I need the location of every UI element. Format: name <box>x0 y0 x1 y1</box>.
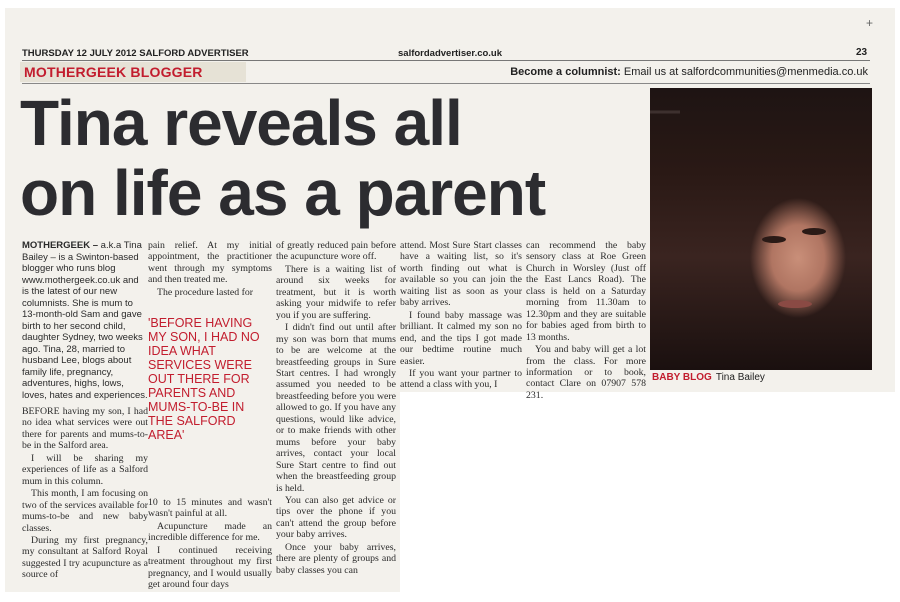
paragraph: Once your baby arrives, there are plenty of groups and baby classes you can <box>276 541 396 576</box>
crop-mark-icon: + <box>866 16 874 30</box>
pull-quote: 'BEFORE HAVING MY SON, I HAD NO IDEA WHAT SERVICES WERE OUT THERE FOR PARENTS AND MUMS-TO-BE IN THE SALFORD AREA' <box>148 316 260 442</box>
clipping-cutout <box>400 392 900 602</box>
paragraph: I continued receiving treatment throughout my first pregnancy, and I would usually get around four days <box>148 544 272 591</box>
page-number: 23 <box>856 47 868 58</box>
paragraph: I found baby massage was brilliant. It calmed my son no end, and the tips I got made our bedtime routine much easier. <box>400 309 522 367</box>
photo-mouth <box>778 300 812 308</box>
columnist-email-text: Email us at salfordcommunities@menmedia.co.uk <box>623 66 868 78</box>
headline-line-1: Tina reveals all <box>20 87 462 159</box>
paragraph: BEFORE having my son, I had no idea what services were out there for parents and mums-to-be in the Salford area. <box>22 406 148 452</box>
masthead-date: THURSDAY 12 JULY 2012 SALFORD ADVERTISER <box>22 48 249 59</box>
paragraph: I didn't find out until after my son was born that mums to be are welcome at the breastfeeding groups in Sure Start centres. I had wrongly assumed you needed to be breastfeeding before you were allowed to go. If you have any questions, would like advice, or to make friends with other mums before your baby arrives, contact your local Sure Start centre to find out when the breastfeeding group is held. <box>276 322 396 494</box>
paragraph: You can also get advice or tips over the phone if you can't attend the group before your baby arrives. <box>276 494 396 541</box>
paragraph: pain relief. At my initial appointment, the practitioner went through my symptoms and then treated me. <box>148 240 272 286</box>
standfirst <box>22 240 148 401</box>
paragraph: I will be sharing my experiences of life as a Salford mum in this column. <box>22 452 148 487</box>
headline <box>20 88 650 228</box>
columnist-callout <box>510 66 868 78</box>
photo-background-text: — <box>650 94 680 127</box>
paragraph: If you want your partner to attend a class with you, I <box>400 367 522 391</box>
article-column-3 <box>276 240 396 576</box>
section-label: MOTHERGEEK BLOGGER <box>24 64 203 80</box>
article-column-2-continued <box>148 497 272 591</box>
paragraph: There is a waiting list of around six weeks for treatment, but it is worth asking your midwife to refer you if you are suffering. <box>276 263 396 321</box>
photo-eye-right <box>802 228 826 235</box>
article-column-2 <box>148 240 272 298</box>
paragraph: attend. Most Sure Start classes have a waiting list, so it's worth finding out what is available so you can join the waiting list as soon as your baby arrives. <box>400 240 522 309</box>
columnist-label: Become a columnist: <box>510 66 621 78</box>
article-column-5 <box>526 240 646 401</box>
paragraph: The procedure lasted for <box>157 286 254 298</box>
paragraph: During my first pregnancy, my consultant at Salford Royal suggested I try acupuncture as a source of <box>22 534 148 581</box>
paragraph: You and baby will get a lot from the class. For more information or to book, contact Clare on 07907 578 231. <box>526 344 646 401</box>
section-rule <box>22 83 870 84</box>
author-photo <box>650 88 872 370</box>
headline-line-2: on life as a parent <box>20 157 546 229</box>
photo-eye-left <box>762 236 786 243</box>
paragraph: This month, I am focusing on two of the services available for mums-to-be and new baby classes. <box>22 488 148 534</box>
paragraph: of greatly reduced pain before the acupuncture wore off. <box>276 240 396 263</box>
article-column-4 <box>400 240 522 391</box>
paragraph: Acupuncture made an incredible difference for me. <box>148 520 272 544</box>
caption-name: Tina Bailey <box>715 372 765 383</box>
header-rule <box>22 60 870 61</box>
paragraph: can recommend the baby sensory class at Roe Green Church in Worsley (Just off the East Lancs Road). The class is held on a Saturday morning from 11.30am to 12.30pm and they are suitable for babies aged from birth to 13 months. <box>526 240 646 343</box>
masthead-website: salfordadvertiser.co.uk <box>398 48 503 59</box>
standfirst-text: a.k.a Tina Bailey – is a Swinton-based blogger who runs blog www.mothergeek.co.uk and is the latest of our new columnists. She is mum to 13-month-old Sam and gave birth to her second child, daughter Sydney, two weeks ago. Tina, 28, married to husband Lee, blogs about family life, pregnancy, adventures, highs, lows, loves, hates and experiences. <box>22 240 148 401</box>
photo-caption <box>652 372 765 383</box>
article-column-1 <box>22 406 148 581</box>
standfirst-lead: MOTHERGEEK – <box>22 240 99 251</box>
paragraph: 10 to 15 minutes and wasn't wasn't painful at all. <box>148 497 272 520</box>
caption-label: BABY BLOG <box>652 372 712 383</box>
